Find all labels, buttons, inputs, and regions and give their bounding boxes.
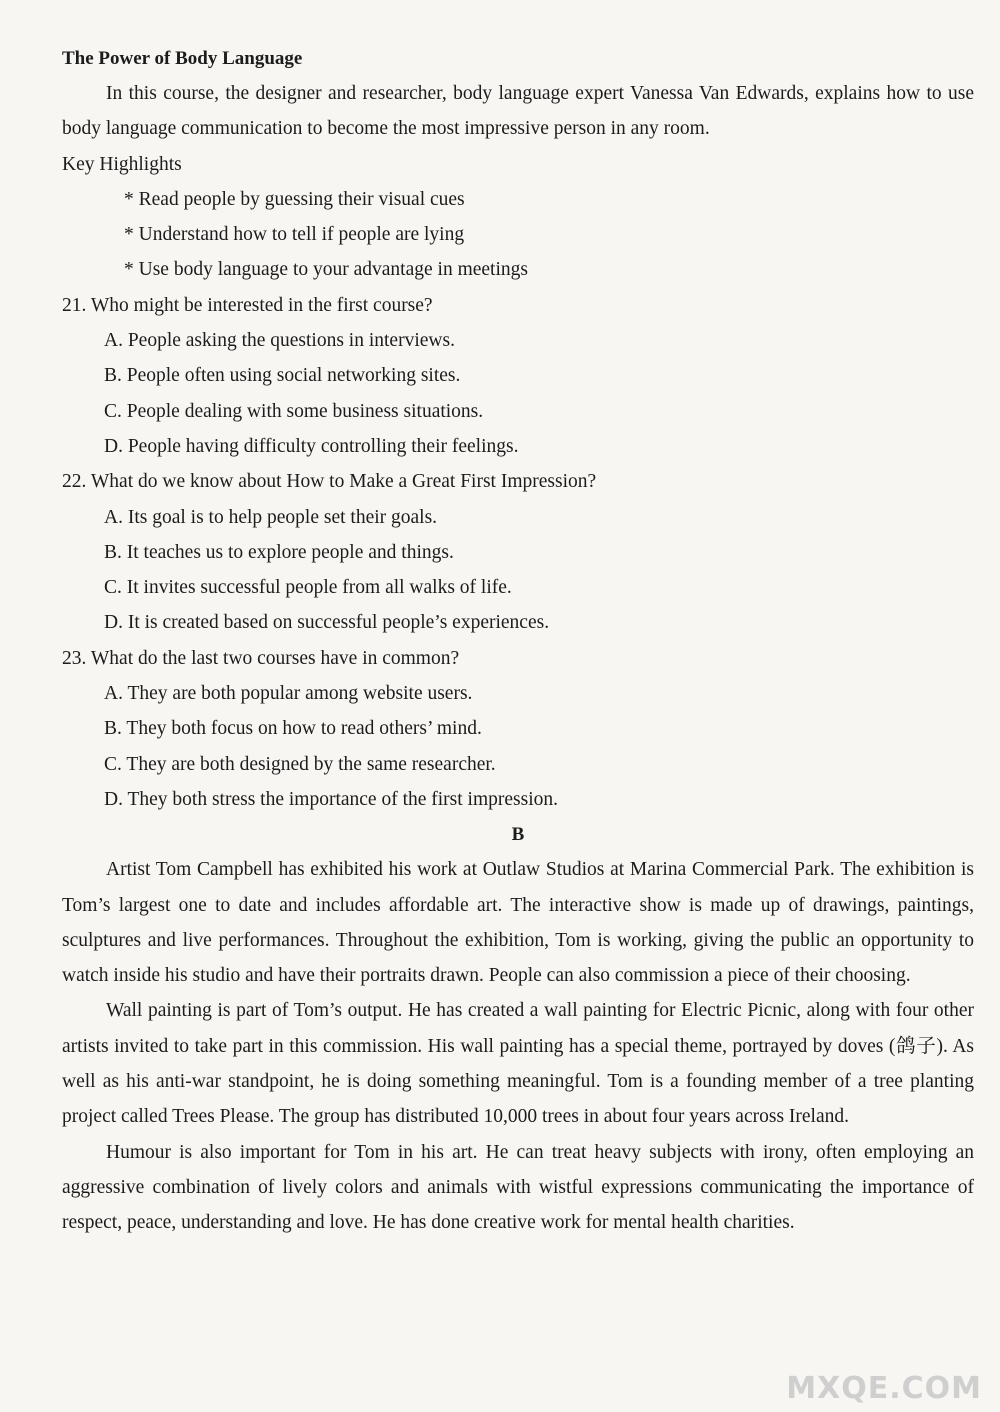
watermark-logo: MXQE.COM — [786, 1371, 982, 1406]
document-page — [62, 42, 974, 1241]
answer-option: D. They both stress the importance of the first impression. — [104, 788, 559, 810]
answer-option: B. People often using social networking sites. — [104, 365, 461, 387]
question-23 — [62, 641, 974, 817]
question-stem: 21. Who might be interested in the first course? — [62, 294, 433, 316]
highlight-item: * Understand how to tell if people are lying — [124, 224, 465, 246]
question-22 — [62, 464, 974, 640]
answer-option: D. People having difficulty controlling their feelings. — [104, 435, 519, 457]
answer-option: A. Its goal is to help people set their goals. — [104, 506, 438, 528]
question-21 — [62, 288, 974, 464]
passage-paragraph: Artist Tom Campbell has exhibited his work at Outlaw Studios at Marina Commercial Park. The exhibition is Tom’s largest one to date and includes affordable art. The interactive show is made up of drawings, paintings, sculptures and live performances. Throughout the exhibition, Tom is working, giving the public an opportunity to watch inside his studio and have their portraits drawn. People can also commission a piece of their choosing. — [62, 859, 974, 987]
answer-option: B. It teaches us to explore people and things. — [104, 541, 454, 563]
answer-option: D. It is created based on successful people’s experiences. — [104, 612, 550, 634]
section-title: The Power of Body Language — [62, 48, 303, 69]
answer-option: B. They both focus on how to read others’ mind. — [104, 718, 482, 740]
question-stem: 22. What do we know about How to Make a Great First Impression? — [62, 471, 597, 493]
answer-option: A. They are both popular among website users. — [104, 683, 473, 705]
answer-option: C. They are both designed by the same researcher. — [104, 753, 496, 775]
passage-paragraph: Humour is also important for Tom in his art. He can treat heavy subjects with irony, often employing an aggressive combination of lively colors and animals with wistful expressions communicating the importance of respect, peace, understanding and love. He has done creative work for mental health charities. — [62, 1141, 974, 1234]
part-b-heading: B — [511, 824, 525, 846]
answer-option: C. People dealing with some business situations. — [104, 400, 484, 422]
question-stem: 23. What do the last two courses have in common? — [62, 647, 460, 669]
passage-paragraph: Wall painting is part of Tom’s output. He has created a wall painting for Electric Picnic, along with four other artists invited to take part in this commission. His wall painting has a special theme, portrayed by doves (鸽子). As well as his anti-war standpoint, he is doing something meaningful. Tom is a founding member of a tree planting project called Trees Please. The group has distributed 10,000 trees in about four years across Ireland. — [62, 1000, 974, 1128]
highlights-label: Key Highlights — [62, 153, 182, 175]
intro-paragraph: In this course, the designer and researcher, body language expert Vanessa Van Edwards, explains how to use body language communication to become the most impressive person in any room. — [62, 83, 974, 140]
answer-option: C. It invites successful people from all walks of life. — [104, 577, 512, 599]
highlight-item: * Use body language to your advantage in meetings — [124, 259, 528, 281]
answer-option: A. People asking the questions in interviews. — [104, 330, 455, 352]
highlight-item: * Read people by guessing their visual cues — [124, 188, 465, 210]
